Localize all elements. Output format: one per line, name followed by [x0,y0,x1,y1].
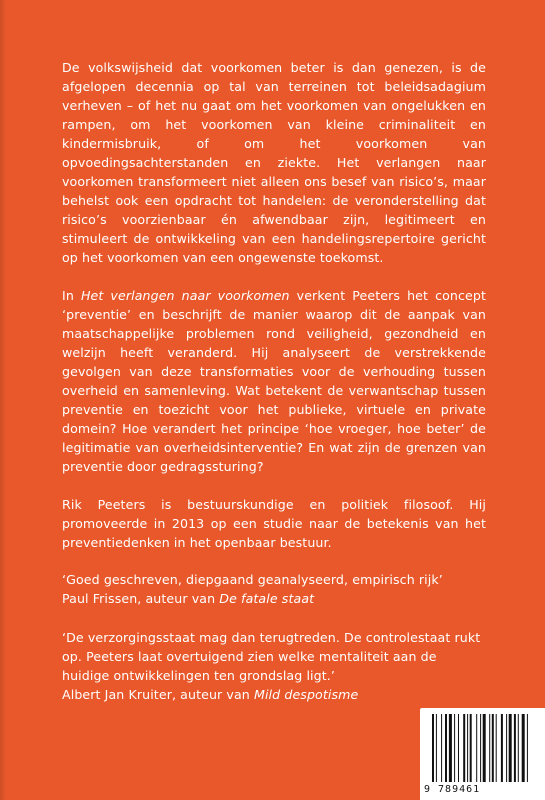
barcode-bar [432,714,434,782]
intro-paragraph: De volkswijsheid dat voorkomen beter is dan genezen, is de afgelopen decennia op tal van terreinen tot beleidsadagium verheven – of het nu gaat om het voorkomen van ongelukken en rampen, om het voorkomen van kleine criminaliteit en kindermisbruik, of om het voorkomen van opvoedingsachterstanden en ziekte. Het verlangen naar voorkomen transformeert niet alleen ons besef van risico’s, maar behelst ook een opdracht tot handelen: de veronderstelling dat risico’s voorzienbaar én afwendbaar zijn, legitimeert en stimuleert de ontwikkeling van een handelingsrepertoire gericht op het voorkomen van een ongewenste toekomst. [62,60,486,265]
attribution-book-title: De fatale staat [219,591,315,606]
barcode-bar [445,714,447,782]
barcode-bar [463,714,465,782]
barcode-bar [514,714,516,782]
barcode-bar [483,714,486,782]
barcode-bar [480,714,481,782]
barcode-bar [470,714,472,782]
book-title-reference: Het verlangen naar voorkomen [80,288,290,303]
barcode-bar [467,714,468,782]
isbn-barcode [420,708,545,800]
barcode-bar [476,714,477,782]
review-quote [62,628,486,704]
summary-lead: In [62,288,81,303]
barcode-digits: 9 789461 [424,784,481,795]
barcode-bar [509,714,512,782]
quote-text: ‘Goed geschreven, diepgaand geanalyseerd, empirisch rijk’ [62,572,443,587]
barcode-bar [506,714,507,782]
blurb-text [62,58,486,704]
summary-paragraph [62,286,486,476]
barcode-bar [501,714,503,782]
barcode-bar [449,714,452,782]
barcode-bars [432,714,545,782]
attribution-book-title: Mild despotisme [253,687,359,702]
barcode-bar [441,714,442,782]
barcode-bar [492,714,494,782]
quote-text: ‘De verzorgingsstaat mag dan terugtreden. De controlestaat rukt op. Peeters laat overtuigend zien welke mentaliteit aan de huidige ontwikkelingen ten grondslag ligt.’ [62,630,481,683]
barcode-bar [496,714,497,782]
barcode-bar [436,714,437,782]
summary-body: verkent Peeters het concept ‘preventie’ en beschrijft de manier waarop dit de aanpak van maatschappelijke problemen rond veiligheid, gezondheid en welzijn heeft veranderd. Hij analyseert de verstrekkende gevolgen van deze transformaties voor de verhouding tussen overheid en samenleving. Wat betekent de verwantschap tussen preventie en toezicht voor het publieke, virtuele en private domein? Hoe verandert het principe ‘hoe vroeger, hoe beter’ de legitimatie van overheidsinterventie? En wat zijn de grenzen van preventie door gedragssturing? [62,288,486,474]
spine-shadow [0,0,6,800]
quote-attribution [62,589,486,608]
barcode-bar [518,714,519,782]
barcode-bar [454,714,455,782]
barcode-bar [458,714,459,782]
barcode-bar [522,714,525,782]
quote-attribution [62,685,486,704]
author-bio: Rik Peeters is bestuurskundige en politiek filosoof. Hij promoveerde in 2013 op een studie naar de betekenis van het preventiedenken in het openbaar bestuur. [62,497,486,550]
attribution-author: Albert Jan Kruiter, auteur van [62,687,254,702]
barcode-bar [527,714,528,782]
review-quote [62,570,486,608]
attribution-author: Paul Frissen, auteur van [62,591,220,606]
barcode-bar [489,714,490,782]
